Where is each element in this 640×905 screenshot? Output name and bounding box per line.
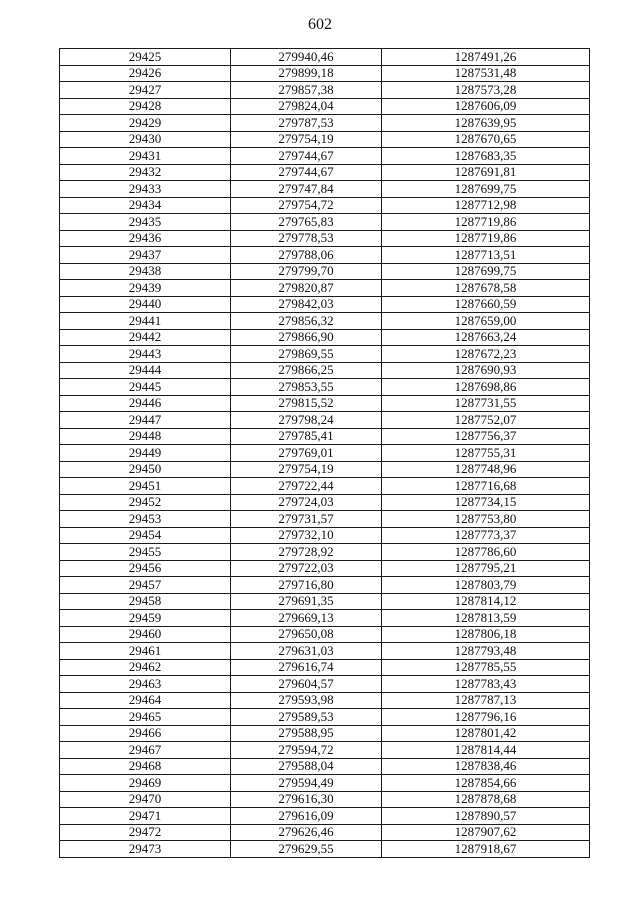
y-coordinate-cell: 1287690,93 <box>382 362 590 379</box>
y-coordinate-cell: 1287814,44 <box>382 742 590 759</box>
y-coordinate-cell: 1287878,68 <box>382 791 590 808</box>
y-coordinate-cell: 1287639,95 <box>382 115 590 132</box>
y-coordinate-cell: 1287660,59 <box>382 296 590 313</box>
point-number-cell: 29456 <box>60 560 231 577</box>
point-number-cell: 29471 <box>60 808 231 825</box>
table-row <box>60 412 590 429</box>
table-row <box>60 791 590 808</box>
table-row <box>60 65 590 82</box>
table-row <box>60 775 590 792</box>
table-row <box>60 758 590 775</box>
point-number-cell: 29455 <box>60 544 231 561</box>
x-coordinate-cell: 279769,01 <box>231 445 382 462</box>
table-row <box>60 131 590 148</box>
y-coordinate-cell: 1287786,60 <box>382 544 590 561</box>
table-row <box>60 395 590 412</box>
point-number-cell: 29449 <box>60 445 231 462</box>
table-row <box>60 560 590 577</box>
point-number-cell: 29431 <box>60 148 231 165</box>
x-coordinate-cell: 279589,53 <box>231 709 382 726</box>
point-number-cell: 29425 <box>60 49 231 66</box>
point-number-cell: 29444 <box>60 362 231 379</box>
y-coordinate-cell: 1287755,31 <box>382 445 590 462</box>
table-row <box>60 49 590 66</box>
y-coordinate-cell: 1287606,09 <box>382 98 590 115</box>
y-coordinate-cell: 1287731,55 <box>382 395 590 412</box>
x-coordinate-cell: 279820,87 <box>231 280 382 297</box>
y-coordinate-cell: 1287753,80 <box>382 511 590 528</box>
y-coordinate-cell: 1287716,68 <box>382 478 590 495</box>
y-coordinate-cell: 1287670,65 <box>382 131 590 148</box>
table-row <box>60 478 590 495</box>
table-row <box>60 428 590 445</box>
y-coordinate-cell: 1287573,28 <box>382 82 590 99</box>
table-row <box>60 164 590 181</box>
x-coordinate-cell: 279754,72 <box>231 197 382 214</box>
point-number-cell: 29432 <box>60 164 231 181</box>
y-coordinate-cell: 1287793,48 <box>382 643 590 660</box>
table-body <box>60 49 590 858</box>
x-coordinate-cell: 279744,67 <box>231 148 382 165</box>
page-number: 602 <box>308 16 332 33</box>
y-coordinate-cell: 1287806,18 <box>382 626 590 643</box>
point-number-cell: 29439 <box>60 280 231 297</box>
y-coordinate-cell: 1287795,21 <box>382 560 590 577</box>
x-coordinate-cell: 279604,57 <box>231 676 382 693</box>
x-coordinate-cell: 279747,84 <box>231 181 382 198</box>
table-row <box>60 725 590 742</box>
point-number-cell: 29436 <box>60 230 231 247</box>
x-coordinate-cell: 279799,70 <box>231 263 382 280</box>
table-row <box>60 230 590 247</box>
point-number-cell: 29461 <box>60 643 231 660</box>
y-coordinate-cell: 1287838,46 <box>382 758 590 775</box>
point-number-cell: 29426 <box>60 65 231 82</box>
y-coordinate-cell: 1287719,86 <box>382 230 590 247</box>
table-row <box>60 329 590 346</box>
x-coordinate-cell: 279728,92 <box>231 544 382 561</box>
table-row <box>60 692 590 709</box>
coordinates-table <box>59 48 590 858</box>
table-row <box>60 98 590 115</box>
y-coordinate-cell: 1287712,98 <box>382 197 590 214</box>
x-coordinate-cell: 279594,72 <box>231 742 382 759</box>
table-row <box>60 494 590 511</box>
y-coordinate-cell: 1287803,79 <box>382 577 590 594</box>
point-number-cell: 29440 <box>60 296 231 313</box>
x-coordinate-cell: 279650,08 <box>231 626 382 643</box>
table-row <box>60 461 590 478</box>
table-row <box>60 659 590 676</box>
table-row <box>60 148 590 165</box>
table-row <box>60 593 590 610</box>
y-coordinate-cell: 1287719,86 <box>382 214 590 231</box>
x-coordinate-cell: 279899,18 <box>231 65 382 82</box>
y-coordinate-cell: 1287785,55 <box>382 659 590 676</box>
y-coordinate-cell: 1287713,51 <box>382 247 590 264</box>
table-row <box>60 643 590 660</box>
table-row <box>60 610 590 627</box>
point-number-cell: 29467 <box>60 742 231 759</box>
y-coordinate-cell: 1287699,75 <box>382 263 590 280</box>
point-number-cell: 29470 <box>60 791 231 808</box>
y-coordinate-cell: 1287783,43 <box>382 676 590 693</box>
x-coordinate-cell: 279857,38 <box>231 82 382 99</box>
point-number-cell: 29433 <box>60 181 231 198</box>
table-row <box>60 709 590 726</box>
y-coordinate-cell: 1287659,00 <box>382 313 590 330</box>
point-number-cell: 29438 <box>60 263 231 280</box>
x-coordinate-cell: 279594,49 <box>231 775 382 792</box>
point-number-cell: 29453 <box>60 511 231 528</box>
table-row <box>60 247 590 264</box>
x-coordinate-cell: 279788,06 <box>231 247 382 264</box>
point-number-cell: 29446 <box>60 395 231 412</box>
point-number-cell: 29460 <box>60 626 231 643</box>
point-number-cell: 29454 <box>60 527 231 544</box>
point-number-cell: 29472 <box>60 824 231 841</box>
y-coordinate-cell: 1287773,37 <box>382 527 590 544</box>
y-coordinate-cell: 1287918,67 <box>382 841 590 858</box>
point-number-cell: 29458 <box>60 593 231 610</box>
point-number-cell: 29447 <box>60 412 231 429</box>
x-coordinate-cell: 279724,03 <box>231 494 382 511</box>
y-coordinate-cell: 1287698,86 <box>382 379 590 396</box>
point-number-cell: 29469 <box>60 775 231 792</box>
y-coordinate-cell: 1287813,59 <box>382 610 590 627</box>
point-number-cell: 29457 <box>60 577 231 594</box>
x-coordinate-cell: 279731,57 <box>231 511 382 528</box>
point-number-cell: 29466 <box>60 725 231 742</box>
table-row <box>60 82 590 99</box>
y-coordinate-cell: 1287796,16 <box>382 709 590 726</box>
x-coordinate-cell: 279853,55 <box>231 379 382 396</box>
x-coordinate-cell: 279798,24 <box>231 412 382 429</box>
table-row <box>60 181 590 198</box>
x-coordinate-cell: 279716,80 <box>231 577 382 594</box>
table-row <box>60 577 590 594</box>
table-row <box>60 527 590 544</box>
x-coordinate-cell: 279765,83 <box>231 214 382 231</box>
table-row <box>60 544 590 561</box>
table-row <box>60 214 590 231</box>
y-coordinate-cell: 1287678,58 <box>382 280 590 297</box>
point-number-cell: 29464 <box>60 692 231 709</box>
x-coordinate-cell: 279754,19 <box>231 131 382 148</box>
table-row <box>60 115 590 132</box>
table-row <box>60 313 590 330</box>
x-coordinate-cell: 279778,53 <box>231 230 382 247</box>
point-number-cell: 29428 <box>60 98 231 115</box>
point-number-cell: 29445 <box>60 379 231 396</box>
point-number-cell: 29435 <box>60 214 231 231</box>
point-number-cell: 29429 <box>60 115 231 132</box>
y-coordinate-cell: 1287734,15 <box>382 494 590 511</box>
point-number-cell: 29451 <box>60 478 231 495</box>
point-number-cell: 29441 <box>60 313 231 330</box>
y-coordinate-cell: 1287748,96 <box>382 461 590 478</box>
table-row <box>60 362 590 379</box>
table-row <box>60 379 590 396</box>
table-row <box>60 445 590 462</box>
x-coordinate-cell: 279616,09 <box>231 808 382 825</box>
point-number-cell: 29459 <box>60 610 231 627</box>
table-row <box>60 346 590 363</box>
x-coordinate-cell: 279785,41 <box>231 428 382 445</box>
point-number-cell: 29462 <box>60 659 231 676</box>
x-coordinate-cell: 279842,03 <box>231 296 382 313</box>
point-number-cell: 29437 <box>60 247 231 264</box>
point-number-cell: 29468 <box>60 758 231 775</box>
x-coordinate-cell: 279866,25 <box>231 362 382 379</box>
y-coordinate-cell: 1287752,07 <box>382 412 590 429</box>
x-coordinate-cell: 279588,04 <box>231 758 382 775</box>
x-coordinate-cell: 279588,95 <box>231 725 382 742</box>
y-coordinate-cell: 1287907,62 <box>382 824 590 841</box>
point-number-cell: 29434 <box>60 197 231 214</box>
point-number-cell: 29427 <box>60 82 231 99</box>
x-coordinate-cell: 279722,44 <box>231 478 382 495</box>
x-coordinate-cell: 279754,19 <box>231 461 382 478</box>
x-coordinate-cell: 279691,35 <box>231 593 382 610</box>
point-number-cell: 29442 <box>60 329 231 346</box>
y-coordinate-cell: 1287663,24 <box>382 329 590 346</box>
x-coordinate-cell: 279616,30 <box>231 791 382 808</box>
x-coordinate-cell: 279593,98 <box>231 692 382 709</box>
y-coordinate-cell: 1287699,75 <box>382 181 590 198</box>
point-number-cell: 29443 <box>60 346 231 363</box>
y-coordinate-cell: 1287756,37 <box>382 428 590 445</box>
table-row <box>60 841 590 858</box>
x-coordinate-cell: 279629,55 <box>231 841 382 858</box>
point-number-cell: 29430 <box>60 131 231 148</box>
x-coordinate-cell: 279940,46 <box>231 49 382 66</box>
x-coordinate-cell: 279722,03 <box>231 560 382 577</box>
y-coordinate-cell: 1287787,13 <box>382 692 590 709</box>
x-coordinate-cell: 279815,52 <box>231 395 382 412</box>
table-row <box>60 197 590 214</box>
point-number-cell: 29465 <box>60 709 231 726</box>
x-coordinate-cell: 279824,04 <box>231 98 382 115</box>
x-coordinate-cell: 279616,74 <box>231 659 382 676</box>
x-coordinate-cell: 279787,53 <box>231 115 382 132</box>
point-number-cell: 29473 <box>60 841 231 858</box>
y-coordinate-cell: 1287531,48 <box>382 65 590 82</box>
point-number-cell: 29448 <box>60 428 231 445</box>
y-coordinate-cell: 1287683,35 <box>382 148 590 165</box>
point-number-cell: 29452 <box>60 494 231 511</box>
y-coordinate-cell: 1287491,26 <box>382 49 590 66</box>
x-coordinate-cell: 279869,55 <box>231 346 382 363</box>
table-row <box>60 263 590 280</box>
y-coordinate-cell: 1287814,12 <box>382 593 590 610</box>
table-row <box>60 808 590 825</box>
table-row <box>60 742 590 759</box>
table-row <box>60 280 590 297</box>
x-coordinate-cell: 279744,67 <box>231 164 382 181</box>
table-row <box>60 296 590 313</box>
y-coordinate-cell: 1287890,57 <box>382 808 590 825</box>
x-coordinate-cell: 279626,46 <box>231 824 382 841</box>
table-row <box>60 626 590 643</box>
y-coordinate-cell: 1287854,66 <box>382 775 590 792</box>
x-coordinate-cell: 279732,10 <box>231 527 382 544</box>
y-coordinate-cell: 1287691,81 <box>382 164 590 181</box>
table-row <box>60 676 590 693</box>
point-number-cell: 29450 <box>60 461 231 478</box>
x-coordinate-cell: 279856,32 <box>231 313 382 330</box>
x-coordinate-cell: 279631,03 <box>231 643 382 660</box>
table-row <box>60 511 590 528</box>
y-coordinate-cell: 1287801,42 <box>382 725 590 742</box>
x-coordinate-cell: 279669,13 <box>231 610 382 627</box>
y-coordinate-cell: 1287672,23 <box>382 346 590 363</box>
table-row <box>60 824 590 841</box>
x-coordinate-cell: 279866,90 <box>231 329 382 346</box>
point-number-cell: 29463 <box>60 676 231 693</box>
